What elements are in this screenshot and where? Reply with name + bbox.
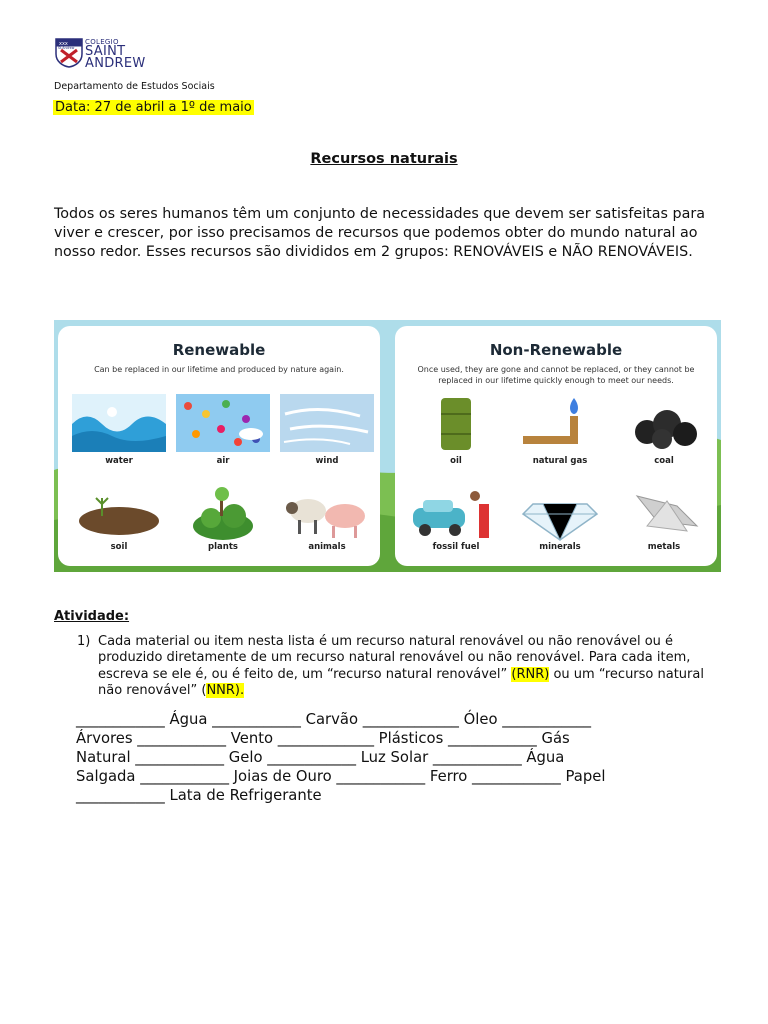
activity-heading-text: Atividade: xyxy=(54,609,130,624)
non-renewable-panel xyxy=(395,326,717,566)
school-name-line3: ANDREW xyxy=(85,56,146,71)
renewable-item-air: air xyxy=(216,456,230,466)
answer-line-3[interactable]: Natural ____________ Gelo ____________ Luz Solar ____________ Água xyxy=(76,749,565,766)
plants-image xyxy=(176,486,270,544)
fossil-fuel-image xyxy=(409,486,503,544)
renewable-item-wind: wind xyxy=(315,456,339,466)
soil-image xyxy=(72,486,166,544)
renewable-subtitle: Can be replaced in our lifetime and produced by nature again. xyxy=(94,365,344,374)
non-renewable-item-metals: metals xyxy=(647,542,681,552)
water-image xyxy=(72,394,166,452)
answer-line-5[interactable]: ____________ Lata de Refrigerante xyxy=(76,787,322,804)
school-name xyxy=(85,38,146,70)
code-nnr: NNR). xyxy=(206,682,245,698)
renewable-item-plants: plants xyxy=(208,542,238,552)
school-name-line2: SAINT xyxy=(85,44,126,59)
shield-icon xyxy=(55,38,83,68)
instruction-part-b: ou um “recurso natural não renovável” ( xyxy=(98,666,704,698)
intro-paragraph: Todos os seres humanos têm um conjunto de necessidades que devem ser satisfeitas para viver e crescer, por isso precisamos de recursos que podemos obter do mundo natural ao nosso redor. Esses recursos são divididos em 2 grupos: RENOVÁVEIS e NÃO RENOVÁVEIS. xyxy=(54,206,705,260)
resources-infographic xyxy=(54,320,721,572)
department-label: Departamento de Estudos Sociais xyxy=(54,81,215,92)
renewable-item-water: water xyxy=(105,456,133,466)
code-rnr: (RNR) xyxy=(511,666,550,682)
answer-line-4[interactable]: Salgada ____________ Joias de Ouro ____________ Ferro ____________ Papel xyxy=(76,768,606,785)
non-renewable-item-oil: oil xyxy=(450,456,462,466)
non-renewable-title: Non-Renewable xyxy=(489,341,623,359)
natural-gas-image xyxy=(513,394,607,452)
instruction-part-a: Cada material ou item nesta lista é um recurso natural renovável ou não renovável ou é produzido diretamente de um recurso natural renovável ou não renovável. Para cada item, escreva se ele é, ou é feito de, um “recurso natural renovável” xyxy=(98,634,691,682)
answer-line-2[interactable]: Árvores ____________ Vento _____________ Plásticos ____________ Gás xyxy=(76,730,570,747)
coal-image xyxy=(617,394,711,452)
oil-image xyxy=(409,394,503,452)
metals-image xyxy=(617,486,711,544)
non-renewable-subtitle: Once used, they are gone and cannot be replaced, or they cannot be replaced in our lifetime quickly enough to meet our needs. xyxy=(417,365,695,385)
non-renewable-item-minerals: minerals xyxy=(539,542,581,552)
renewable-item-animals: animals xyxy=(308,542,346,552)
non-renewable-item-natural-gas: natural gas xyxy=(532,456,588,466)
svg-text:xxx: xxx xyxy=(59,41,68,47)
school-name-line1: COLEGIO xyxy=(85,38,119,46)
answer-line-1[interactable]: ____________ Água ____________ Carvão _____________ Óleo ____________ xyxy=(76,711,591,728)
animals-image xyxy=(280,486,374,544)
page-title xyxy=(0,151,768,167)
non-renewable-item-coal: coal xyxy=(654,456,674,466)
renewable-panel xyxy=(58,326,380,566)
school-logo xyxy=(55,38,165,70)
question-instruction xyxy=(98,634,708,699)
minerals-image xyxy=(513,486,607,544)
air-image xyxy=(176,394,270,452)
activity-heading xyxy=(54,609,129,624)
renewable-title: Renewable xyxy=(172,341,266,359)
wind-image xyxy=(280,394,374,452)
svg-text:St.Andrew: St.Andrew xyxy=(58,46,75,50)
non-renewable-item-fossil-fuel: fossil fuel xyxy=(432,542,480,552)
page-title-text: Recursos naturais xyxy=(310,151,458,167)
question-number: 1) xyxy=(77,634,91,649)
date-line: Data: 27 de abril a 1º de maio xyxy=(55,100,252,115)
renewable-item-soil: soil xyxy=(110,542,128,552)
